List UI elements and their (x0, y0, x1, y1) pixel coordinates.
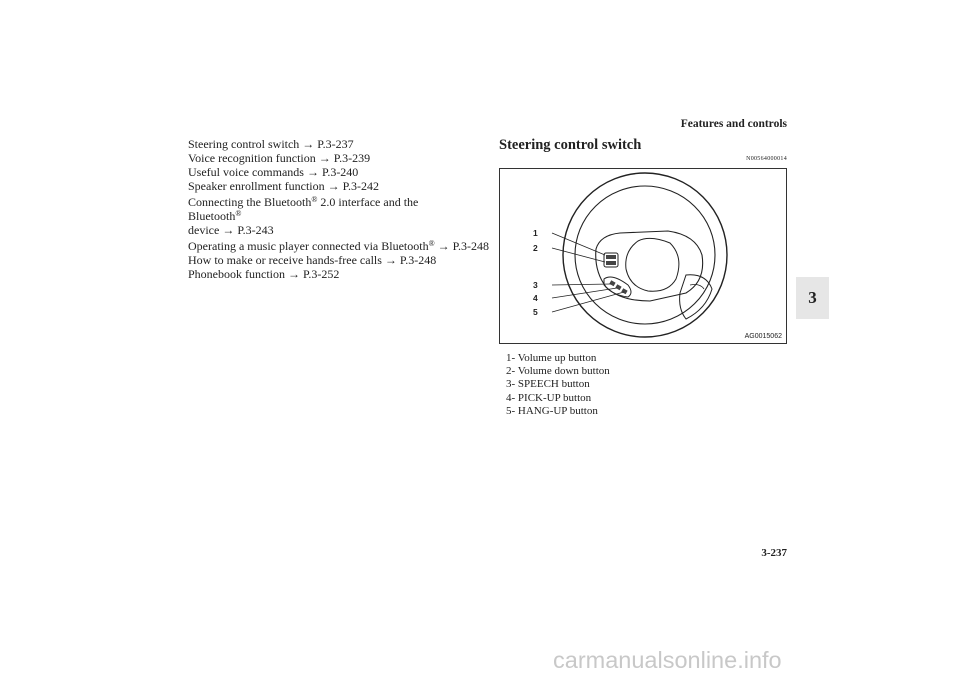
chapter-tab: 3 (796, 277, 829, 319)
link-hands-free-calls[interactable]: How to make or receive hands-free calls → P.3-248 (188, 253, 437, 267)
callout-2: 2 (533, 243, 538, 253)
section-title: Steering control switch (499, 137, 642, 153)
steering-wheel-figure (499, 168, 787, 344)
section-code: N00564000014 (746, 156, 787, 162)
registered-mark: ® (428, 239, 435, 248)
music-player-text: Operating a music player connected via Bluetooth (188, 239, 429, 253)
button-legend (506, 352, 610, 418)
legend-item: 4- PICK-UP button (506, 391, 592, 404)
legend-item: 3- SPEECH button (506, 378, 590, 391)
link-music-player[interactable] (188, 239, 490, 253)
callout-5: 5 (533, 307, 538, 317)
link-useful-voice-commands[interactable]: Useful voice commands → P.3-240 (188, 165, 359, 179)
music-player-ref: → P.3-248 (434, 239, 490, 253)
link-voice-recognition[interactable]: Voice recognition function → P.3-239 (188, 151, 371, 165)
callout-4: 4 (533, 293, 538, 303)
connecting-text-line2: device → P.3-243 (188, 223, 274, 237)
legend-item: 2- Volume down button (506, 365, 610, 378)
link-phonebook[interactable]: Phonebook function → P.3-252 (188, 267, 340, 281)
watermark: carmanualsonline.info (553, 647, 782, 673)
legend-item: 1- Volume up button (506, 352, 597, 364)
callout-3: 3 (533, 280, 538, 290)
legend-item: 5- HANG-UP button (506, 404, 598, 417)
registered-mark: ® (235, 209, 242, 218)
callout-1: 1 (533, 228, 538, 238)
page-number: 3-237 (761, 547, 787, 559)
related-links-list (188, 137, 490, 281)
page-header-title: Features and controls (680, 118, 787, 130)
link-speaker-enrollment[interactable]: Speaker enrollment function → P.3-242 (188, 179, 379, 193)
connecting-text-part2: 2.0 interface and the Bluetooth (188, 195, 419, 223)
link-steering-control[interactable]: Steering control switch → P.3-237 (188, 137, 354, 151)
connecting-text-part1: Connecting the Bluetooth (188, 195, 312, 209)
figure-code: AG0015062 (744, 333, 782, 340)
registered-mark: ® (311, 195, 318, 204)
link-connecting-bluetooth[interactable] (188, 195, 478, 237)
steering-wheel-illustration (500, 169, 788, 345)
